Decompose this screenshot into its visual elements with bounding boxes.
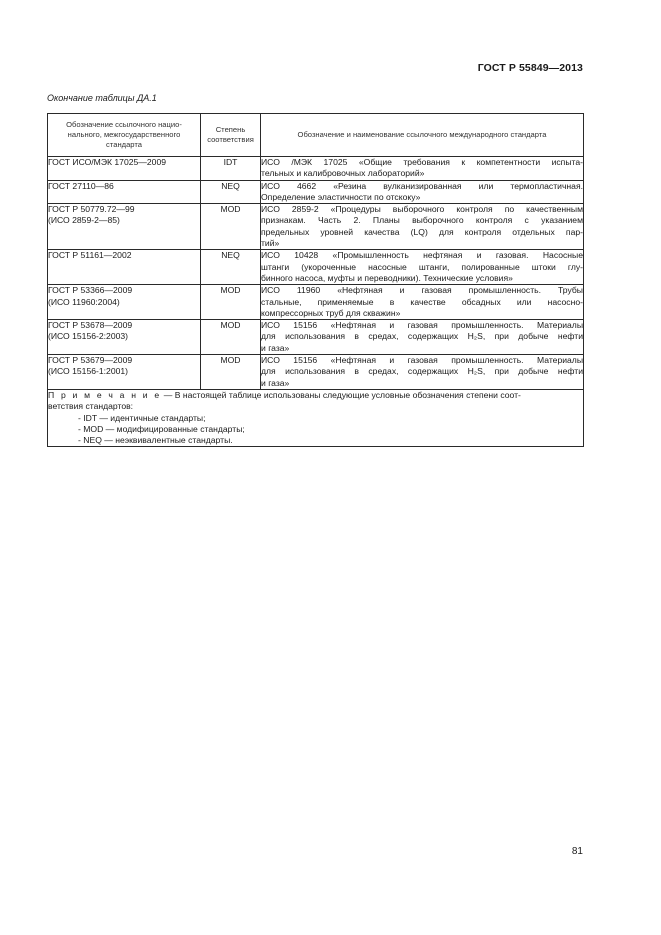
header-degree: Степень соответствия: [201, 114, 261, 157]
cell-designation: ГОСТ Р 53678—2009 (ИСО 15156-2:2003): [48, 320, 201, 355]
table-row: [48, 180, 584, 204]
table-row: [48, 285, 584, 320]
table-note: [48, 389, 584, 446]
cell-title: ИСО 10428 «Промышленность нефтяная и газовая. Насосные штанги (укороченные насосные штанги, полированные штоки глу- бинного насоса, муфты и переводники). Технические условия»: [261, 250, 583, 283]
table-note-row: [48, 389, 584, 446]
page-number: 81: [571, 846, 583, 857]
table-row: [48, 320, 584, 355]
cell-degree: MOD: [201, 355, 261, 390]
cell-degree: MOD: [201, 285, 261, 320]
cell-designation: ГОСТ Р 50779.72—99 (ИСО 2859-2—85): [48, 204, 201, 250]
cell-title: ИСО 15156 «Нефтяная и газовая промышленность. Материалы для использования в средах, содержащих H₂S, при добыче нефти и газа»: [261, 355, 583, 388]
cell-degree: IDT: [201, 157, 261, 181]
table-row: [48, 204, 584, 250]
cell-designation: ГОСТ Р 53366—2009 (ИСО 11960:2004): [48, 285, 201, 320]
note-text: — В настоящей таблице использованы следующие условные обозначения степени соот-: [161, 389, 521, 400]
cell-title: ИСО /МЭК 17025 «Общие требования к компетентности испыта- тельных и калибровочных лабораторий»: [261, 157, 583, 179]
cell-degree: MOD: [201, 320, 261, 355]
cell-designation: ГОСТ ИСО/МЭК 17025—2009: [48, 157, 201, 181]
note-item-idt: - IDT — идентичные стандарты;: [78, 412, 206, 423]
header-designation: Обозначение ссылочного нацио- нального, межгосударственного стандарта: [48, 114, 201, 157]
note-item-neq: - NEQ — неэквивалентные стандарты.: [78, 435, 233, 446]
cell-designation: ГОСТ Р 53679—2009 (ИСО 15156-1:2001): [48, 355, 201, 390]
cell-degree: NEQ: [201, 180, 261, 204]
note-item-mod: - MOD — модифицированные стандарты;: [78, 423, 245, 434]
table-header-row: [48, 114, 584, 157]
cell-title: ИСО 4662 «Резина вулканизированная или термопластичная. Определение эластичности по отскоку»: [261, 180, 583, 202]
table-caption: Окончание таблицы ДА.1: [47, 93, 157, 103]
note-label: П р и м е ч а н и е: [48, 389, 162, 400]
cell-designation: ГОСТ 27110—86: [48, 180, 201, 204]
document-code: ГОСТ Р 55849—2013: [477, 62, 583, 74]
cell-title: ИСО 15156 «Нефтяная и газовая промышленность. Материалы для использования в средах, содержащих H₂S, при добыче нефти и газа»: [261, 320, 583, 353]
table-row: [48, 355, 584, 390]
cell-degree: NEQ: [201, 250, 261, 285]
cell-title: ИСО 11960 «Нефтяная и газовая промышленность. Трубы стальные, применяемые в качестве обсадных или насосно- компрессорных труб для скважин»: [261, 285, 583, 318]
note-text-continued: ветствия стандартов:: [48, 401, 134, 412]
standards-table: [47, 113, 584, 447]
table-row: [48, 157, 584, 181]
header-title: Обозначение и наименование ссылочного международного стандарта: [261, 114, 584, 157]
cell-designation: ГОСТ Р 51161—2002: [48, 250, 201, 285]
cell-title: ИСО 2859-2 «Процедуры выборочного контроля по качественным признакам. Часть 2. Планы выборочного контроля с указанием предельных уровней качества (LQ) для контроля отдельных пар- тий»: [261, 204, 583, 249]
cell-degree: MOD: [201, 204, 261, 250]
table-row: [48, 250, 584, 285]
